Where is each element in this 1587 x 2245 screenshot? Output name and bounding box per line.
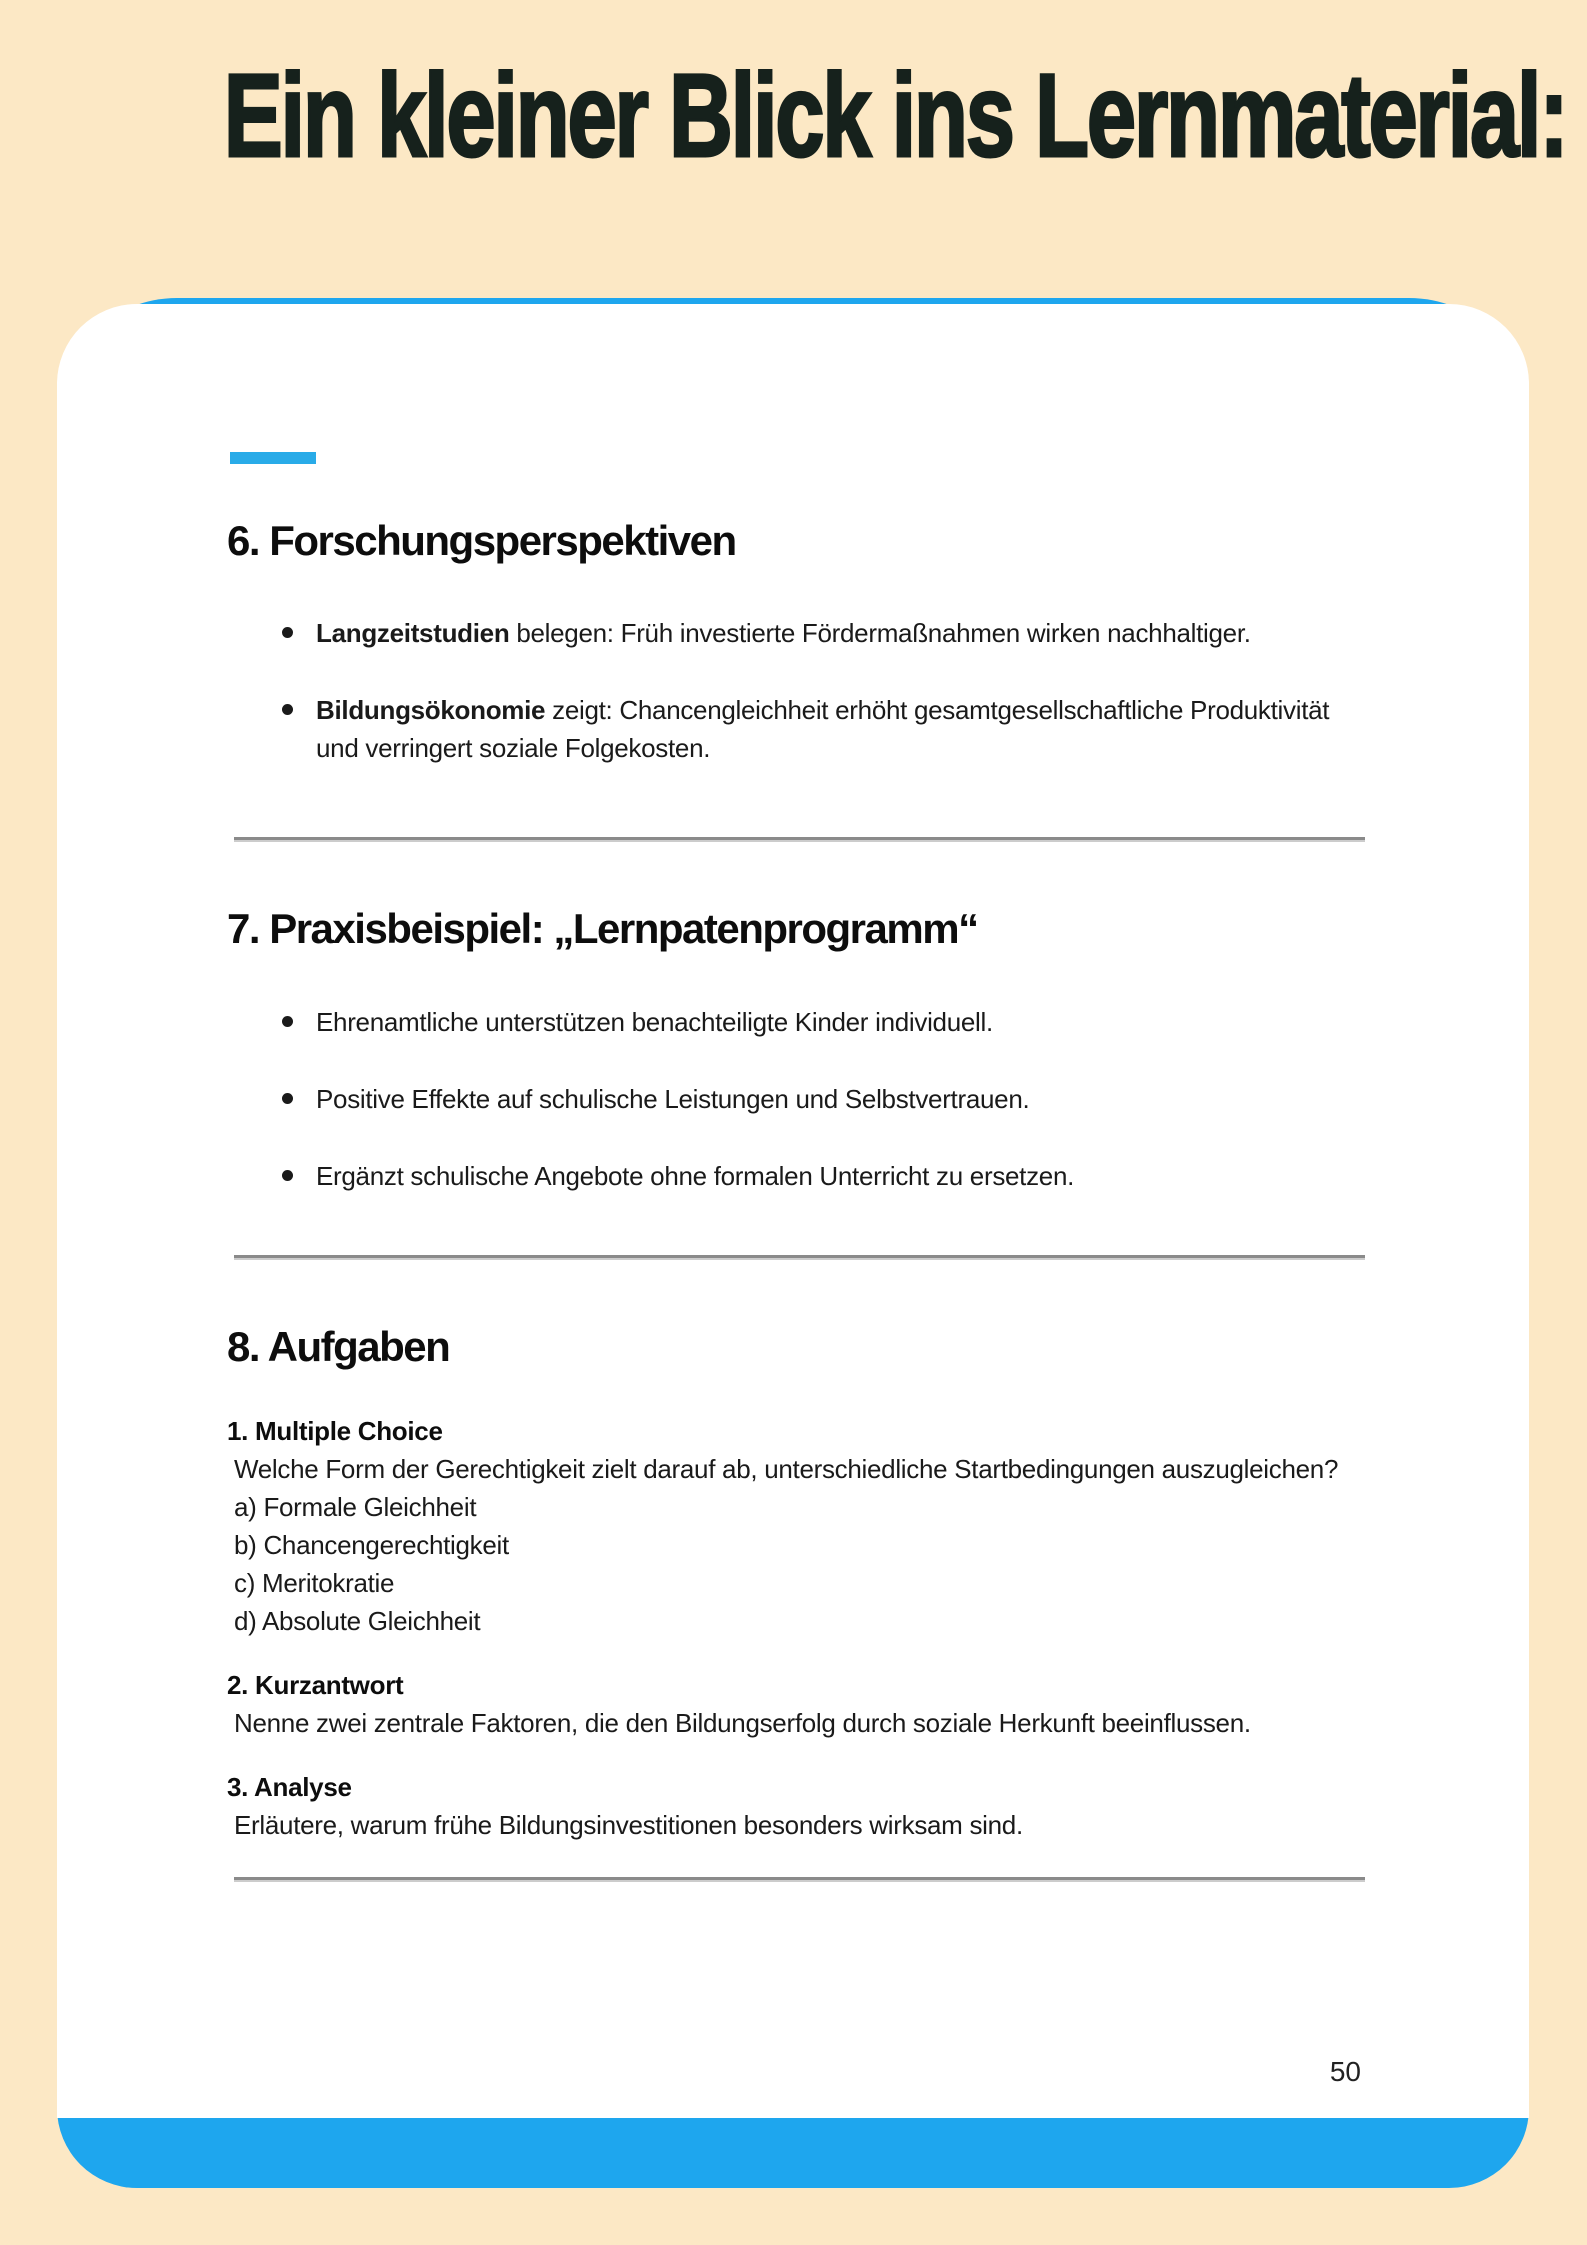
task-multiple-choice [227,1412,1365,1640]
page-title: Ein kleiner Blick ins Lernmaterial: [223,50,1567,182]
task-analyse [227,1768,1365,1844]
list-item [227,691,1365,767]
section-7-bullet-list [227,1003,1365,1195]
document-content [227,304,1365,1882]
section-divider [234,1877,1365,1882]
list-item [227,1003,1365,1041]
bullet-bold-text: Langzeitstudien [316,618,510,649]
bullet-text: zeigt: Chancengleichheit erhöht gesamtgesellschaftliche Produktivität und verringert soziale Folgekosten. [316,695,1330,764]
list-item [227,614,1365,652]
bullet-dot-icon [282,704,293,715]
task-kurzantwort [227,1666,1365,1742]
section-divider [234,1255,1365,1260]
task-label: 2. Kurzantwort [227,1670,404,1701]
bullet-dot-icon [282,1093,293,1104]
task-question: Erläutere, warum frühe Bildungsinvestitionen besonders wirksam sind. [234,1810,1023,1841]
section-divider [234,837,1365,842]
list-item [227,1080,1365,1118]
page-header [0,46,1587,188]
answer-option-a: a) Formale Gleichheit [234,1492,477,1523]
bullet-dot-icon [282,627,293,638]
task-question: Welche Form der Gerechtigkeit zielt darauf ab, unterschiedliche Startbedingungen auszugleichen? [234,1454,1339,1485]
task-question: Nenne zwei zentrale Faktoren, die den Bildungserfolg durch soziale Herkunft beeinflussen. [234,1708,1251,1739]
bullet-text: Ergänzt schulische Angebote ohne formalen Unterricht zu ersetzen. [316,1160,1075,1191]
bullet-text: Positive Effekte auf schulische Leistungen und Selbstvertrauen. [316,1083,1030,1114]
task-label: 1. Multiple Choice [227,1416,443,1447]
answer-option-b: b) Chancengerechtigkeit [234,1530,509,1561]
bullet-text: belegen: Früh investierte Fördermaßnahmen wirken nachhaltiger. [509,618,1251,649]
section-8-heading: 8. Aufgaben [227,1322,450,1370]
answer-option-d: d) Absolute Gleichheit [234,1606,481,1637]
section-6-heading: 6. Forschungsperspektiven [227,517,736,564]
blue-accent-dash [230,452,316,464]
list-item [227,1157,1365,1195]
bullet-bold-text: Bildungsökonomie [316,695,546,726]
answer-option-c: c) Meritokratie [234,1568,395,1599]
section-6-bullet-list [227,614,1365,767]
bullet-dot-icon [282,1170,293,1181]
bullet-dot-icon [282,1016,293,1027]
bullet-text: Ehrenamtliche unterstützen benachteiligte Kinder individuell. [316,1006,993,1037]
task-label: 3. Analyse [227,1772,352,1803]
page-number: 50 [1329,2056,1361,2087]
section-7-heading: 7. Praxisbeispiel: „Lernpatenprogramm“ [227,905,978,953]
